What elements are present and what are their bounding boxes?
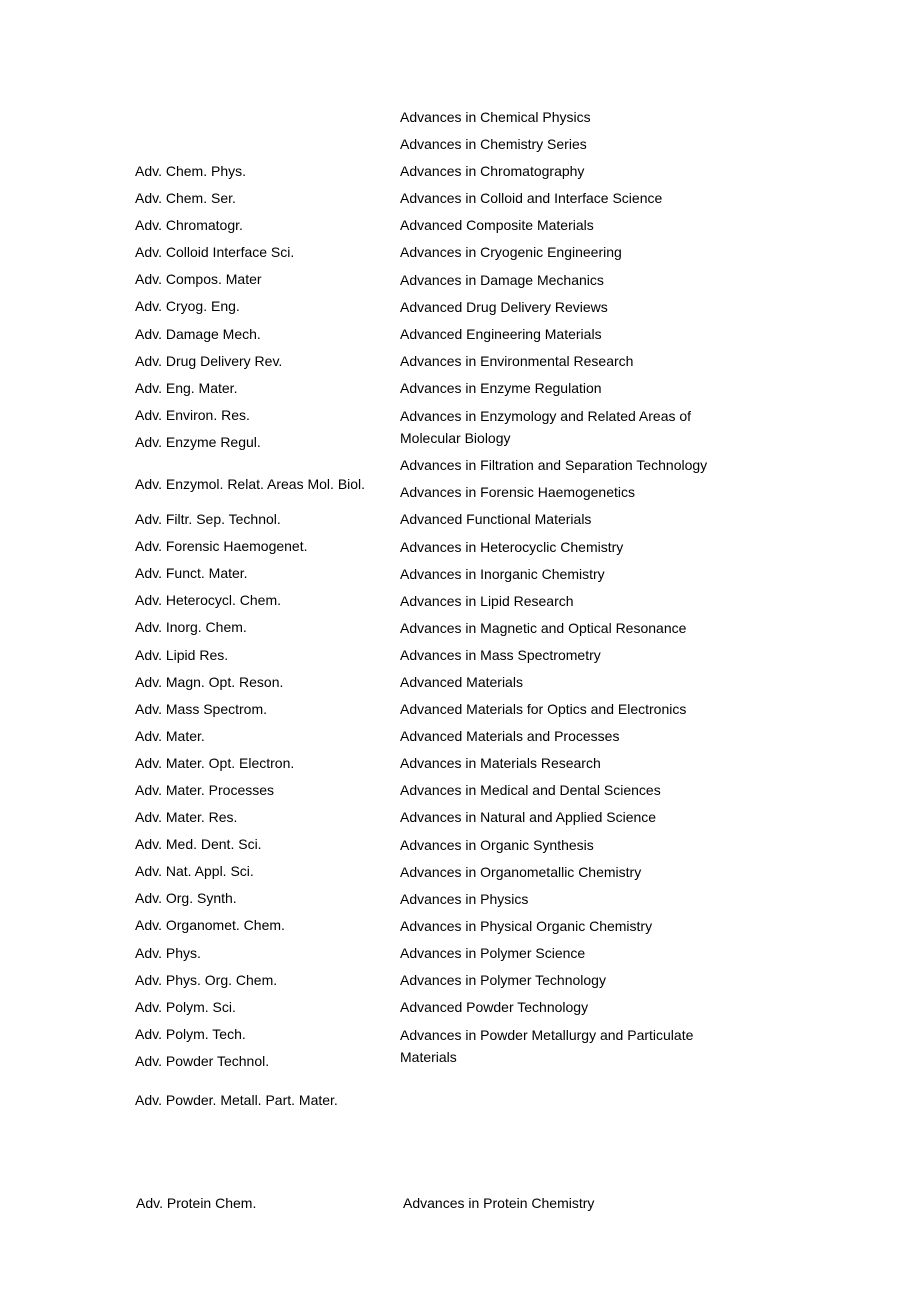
full-title-item: Advances in Enzyme Regulation — [400, 379, 602, 396]
full-title-item: Advances in Materials Research — [400, 755, 601, 772]
abbreviation-item: Adv. Colloid Interface Sci. — [135, 244, 295, 261]
abbreviation-item: Adv. Organomet. Chem. — [135, 917, 285, 934]
full-title-item: Advances in Filtration and Separation Technology — [400, 457, 708, 474]
full-title-item: Advanced Composite Materials — [400, 217, 594, 234]
full-title-item: Advances in Polymer Science — [400, 944, 586, 961]
full-title-item: Advanced Materials for Optics and Electronics — [400, 701, 687, 718]
full-title-item: Advanced Functional Materials — [400, 511, 592, 528]
full-title-item: Advances in Damage Mechanics — [400, 271, 604, 288]
footer-full-title: Advances in Protein Chemistry — [403, 1195, 595, 1211]
abbreviation-item: Adv. Phys. Org. Chem. — [135, 971, 278, 988]
abbreviation-item: Adv. Mater. Processes — [135, 781, 275, 798]
full-title-item: Advances in Cryogenic Engineering — [400, 244, 622, 261]
full-title-item: Advances in Enzymology and Related Areas of Molecular Biology — [400, 408, 692, 447]
abbreviation-item: Adv. Inorg. Chem. — [135, 619, 247, 636]
abbreviation-item: Adv. Phys. — [135, 944, 201, 961]
full-title-item: Advances in Environmental Research — [400, 352, 634, 369]
abbreviation-item: Adv. Drug Delivery Rev. — [135, 352, 283, 369]
full-title-item: Advances in Medical and Dental Sciences — [400, 782, 661, 799]
abbreviation-item: Adv. Powder Technol. — [135, 1052, 270, 1069]
abbreviation-item: Adv. Damage Mech. — [135, 325, 261, 342]
full-title-item: Advances in Chromatography — [400, 163, 585, 180]
abbreviation-item: Adv. Mass Spectrom. — [135, 700, 268, 717]
full-title-item: Advanced Drug Delivery Reviews — [400, 298, 608, 315]
abbreviation-item: Adv. Chem. Ser. — [135, 190, 236, 207]
full-title-item: Advances in Natural and Applied Science — [400, 809, 657, 826]
footer-abbreviation: Adv. Protein Chem. — [136, 1195, 257, 1211]
abbreviation-item: Adv. Polym. Sci. — [135, 998, 236, 1015]
abbreviation-item: Adv. Polym. Tech. — [135, 1025, 246, 1042]
full-title-item: Advanced Engineering Materials — [400, 325, 602, 342]
abbreviation-item: Adv. Chromatogr. — [135, 217, 243, 234]
full-title-item: Advanced Materials and Processes — [400, 728, 620, 745]
full-title-item: Advances in Inorganic Chemistry — [400, 565, 605, 582]
abbreviation-item: Adv. Environ. Res. — [135, 406, 250, 423]
full-title-column — [400, 107, 730, 1074]
full-title-item: Advances in Mass Spectrometry — [400, 646, 601, 663]
full-title-item: Advances in Organic Synthesis — [400, 836, 594, 853]
full-title-item: Advanced Materials — [400, 673, 523, 690]
abbreviation-item: Adv. Eng. Mater. — [135, 379, 238, 396]
abbreviation-item: Adv. Forensic Haemogenet. — [135, 538, 308, 555]
abbreviation-item: Adv. Powder. Metall. Part. Mater. — [135, 1092, 338, 1108]
full-title-item: Advances in Chemistry Series — [400, 136, 587, 153]
abbreviation-item: Adv. Compos. Mater — [135, 271, 262, 288]
full-title-item: Advances in Organometallic Chemistry — [400, 863, 642, 880]
full-title-item: Advances in Chemical Physics — [400, 109, 591, 125]
full-title-item: Advances in Heterocyclic Chemistry — [400, 538, 624, 555]
abbreviation-item: Adv. Cryog. Eng. — [135, 298, 240, 315]
abbreviation-item: Adv. Enzyme Regul. — [135, 433, 261, 450]
abbreviation-item: Adv. Nat. Appl. Sci. — [135, 863, 254, 880]
abbreviation-item: Adv. Med. Dent. Sci. — [135, 836, 262, 853]
abbreviation-item: Adv. Magn. Opt. Reson. — [135, 673, 284, 690]
abbreviation-item: Adv. Enzymol. Relat. Areas Mol. Biol. — [135, 476, 366, 493]
full-title-item: Advances in Polymer Technology — [400, 972, 606, 988]
full-title-item: Advances in Physical Organic Chemistry — [400, 917, 653, 934]
full-title-item: Advances in Lipid Research — [400, 592, 574, 609]
full-title-item: Advances in Forensic Haemogenetics — [400, 484, 636, 501]
abbreviation-column — [135, 161, 385, 1117]
abbreviation-item: Adv. Mater. Res. — [135, 809, 238, 826]
footer-entry — [0, 1193, 920, 1215]
abbreviation-item: Adv. Lipid Res. — [135, 646, 229, 663]
abbreviation-item: Adv. Chem. Phys. — [135, 163, 247, 179]
abbreviation-item: Adv. Mater. — [135, 727, 205, 744]
abbreviation-item: Adv. Heterocycl. Chem. — [135, 592, 282, 609]
full-title-item: Advanced Powder Technology — [400, 999, 589, 1016]
full-title-item: Advances in Powder Metallurgy and Particulate Materials — [400, 1027, 694, 1066]
abbreviation-item: Adv. Filtr. Sep. Technol. — [135, 511, 281, 528]
abbreviation-item: Adv. Mater. Opt. Electron. — [135, 754, 295, 771]
full-title-item: Advances in Colloid and Interface Science — [400, 190, 663, 207]
abbreviation-item: Adv. Funct. Mater. — [135, 565, 248, 582]
full-title-item: Advances in Physics — [400, 890, 529, 907]
abbreviation-item: Adv. Org. Synth. — [135, 890, 237, 907]
full-title-item: Advances in Magnetic and Optical Resonance — [400, 619, 687, 636]
